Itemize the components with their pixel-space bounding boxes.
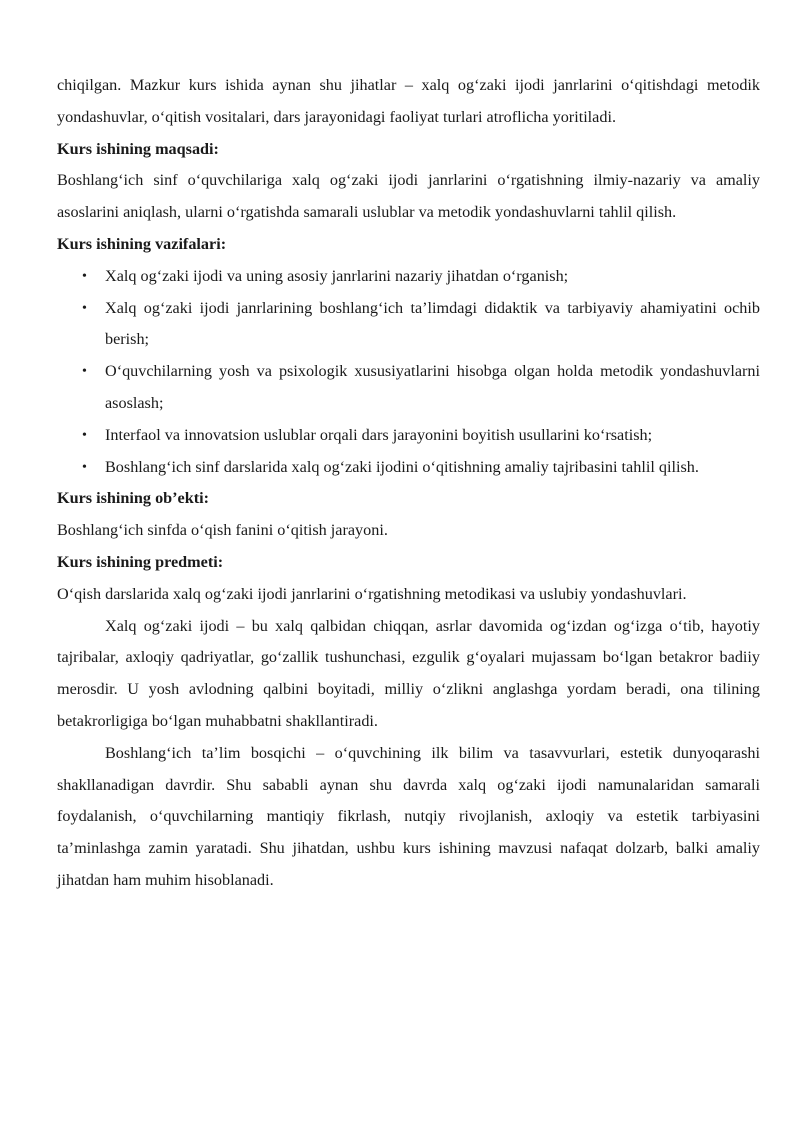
- goal-heading: Kurs ishining maqsadi:: [57, 139, 219, 158]
- list-item-text: Xalq og‘zaki ijodi janrlarining boshlang‘ich ta’limdagi didaktik va tarbiyaviy ahamiyatini ochib berish;: [105, 298, 760, 349]
- tasks-heading: Kurs ishining vazifalari:: [57, 234, 227, 253]
- list-item: [57, 261, 760, 293]
- list-item: [57, 452, 760, 484]
- bullet-icon: •: [82, 268, 87, 284]
- list-item-text: Boshlang‘ich sinf darslarida xalq og‘zaki ijodini o‘qitishning amaliy tajribasini tahlil qilish.: [105, 457, 699, 476]
- body-paragraph: Xalq og‘zaki ijodi – bu xalq qalbidan chiqqan, asrlar davomida og‘izdan og‘izga o‘tib, hayotiy tajribalar, axloqiy qadriyatlar, go‘zallik tushunchasi, ezgulik g‘oyalari mujassam bo‘lgan betakror badiiy merosdir. U yosh avlodning qalbini boyitadi, milliy o‘zlikni anglashga yordam beradi, ona tilining betakrorligiga bo‘lgan muhabbatni shakllantiradi.: [57, 616, 760, 730]
- list-item: [57, 293, 760, 357]
- bullet-icon: •: [82, 364, 87, 380]
- bullet-icon: •: [82, 427, 87, 443]
- list-item-text: Xalq og‘zaki ijodi va uning asosiy janrlarini nazariy jihatdan o‘rganish;: [105, 266, 569, 285]
- goal-text: Boshlang‘ich sinf o‘quvchilariga xalq og‘zaki ijodi janrlarini o‘rgatishning ilmiy-nazariy va amaliy asoslarini aniqlash, ularni o‘rgatishda samarali uslublar va metodik yondashuvlarni tahlil qilish.: [57, 171, 760, 222]
- list-item-text: O‘quvchilarning yosh va psixologik xususiyatlarini hisobga olgan holda metodik yondashuvlarni asoslash;: [105, 362, 760, 412]
- subject-text: O‘qish darslarida xalq og‘zaki ijodi janrlarini o‘rgatishning metodikasi va uslubiy yondashuvlari.: [57, 584, 687, 603]
- object-heading: Kurs ishining ob’ekti:: [57, 489, 210, 508]
- list-item-text: Interfaol va innovatsion uslublar orqali dars jarayonini boyitish usullarini ko‘rsatish;: [105, 425, 653, 444]
- body-paragraph: Boshlang‘ich ta’lim bosqichi – o‘quvchining ilk bilim va tasavvurlari, estetik dunyoqarashi shakllanadigan davrdir. Shu sababli aynan shu davrda xalq og‘zaki ijodi namunalaridan samarali foydalanish, o‘quvchilarning mantiqiy fikrlash, nutqiy rivojlanish, axloqiy va estetik tarbiyasini ta’minlashga zamin yaratadi. Shu jihatdan, ushbu kurs ishining mavzusi nafaqat dolzarb, balki amaliy jihatdan ham muhim hisoblanadi.: [57, 743, 760, 889]
- object-text: Boshlang‘ich sinfda o‘qish fanini o‘qitish jarayoni.: [57, 521, 388, 540]
- list-item: [57, 420, 760, 452]
- intro-paragraph: chiqilgan. Mazkur kurs ishida aynan shu jihatlar – xalq og‘zaki ijodi janrlarini o‘qitishdagi metodik yondashuvlar, o‘qitish vositalari, dars jarayonidagi faoliyat turlari atroflicha yoritiladi.: [57, 76, 760, 126]
- subject-heading: Kurs ishining predmeti:: [57, 552, 224, 571]
- bullet-icon: •: [82, 459, 87, 475]
- bullet-icon: •: [82, 300, 87, 316]
- document-page: [57, 70, 760, 897]
- tasks-list: [57, 261, 760, 484]
- list-item: [57, 356, 760, 420]
